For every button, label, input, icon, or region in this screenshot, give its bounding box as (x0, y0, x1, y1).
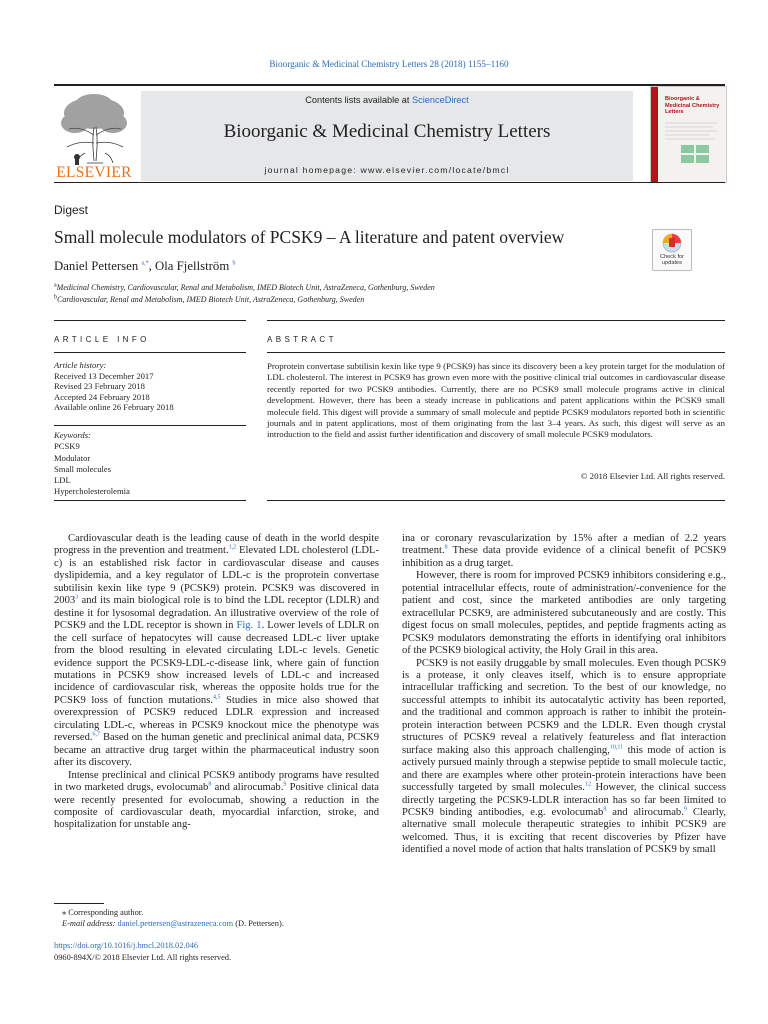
email-label: E-mail address: (62, 919, 118, 928)
body-text: Studies in mice also showed that overexpression of PCSK9 reduced LDLR expression and increased circulating LDL-c, whereas in PCSK9 knockout mice the phenotype was reversed. (54, 694, 379, 744)
body-paragraph (402, 658, 726, 857)
citation-reference[interactable]: 6,7 (92, 731, 101, 738)
article-info-heading: ARTICLE INFO (54, 335, 150, 344)
keyword: Small molecules (54, 463, 112, 474)
body-text: PCSK9 is not easily druggable by small molecules. Even though PCSK9 is a protease, it only cleaves itself, which is to ensure appropriate intracellular trafficking and secretion. To the best of our knowledge, no successful attempts to inhibit its autocatalytic activity has been reported, and the traditional and common approach is rather to inhibit the protein-protein interaction between PCSK9 and the LDLR. Even though crystal structures of PCSK9 reveal a relatively featureless and flat interaction surface making also this approach challenging, (402, 657, 726, 756)
citation-reference[interactable]: 9 (283, 781, 287, 788)
keyword: LDL (54, 475, 71, 486)
email-suffix: (D. Pettersen). (233, 919, 284, 928)
article-title: Small molecule modulators of PCSK9 – A literature and patent overview (54, 227, 565, 247)
figure-reference-link[interactable]: Fig. 1 (236, 620, 262, 632)
abstract-copyright: © 2018 Elsevier Ltd. All rights reserved. (580, 471, 725, 481)
body-text: and alirocumab. (211, 782, 284, 794)
journal-cover-thumbnail[interactable] (650, 86, 727, 183)
author-name[interactable]: Ola Fjellström (155, 259, 230, 273)
body-paragraph (54, 533, 379, 770)
email-footnote (54, 918, 384, 929)
abstract-mid-rule (267, 352, 725, 353)
header-bottom-rule (54, 182, 725, 183)
keywords-list (54, 430, 130, 498)
body-text: Cardiovascular death is the leading cause of death in the world despite progress in the prevention and treatment. (54, 533, 379, 557)
citation-reference[interactable]: 8 (208, 781, 212, 788)
cover-graphic (663, 119, 721, 177)
abstract-text: Proprotein convertase subtilisin kexin like type 9 (PCSK9) has since its discovery been a key protein target for the modulation of LDL cholesterol. The interest in PCSK9 has grown even more with the positive clinical trial outcomes in cardiovascular disease recently reported for two PCSK9 antibodies. Currently, there are no PCSK9 small molecule programs active in clinical development. However, there has been a steady increase in publications and patent applications within the PCSK9 small molecule field. This digest will provide a summary of small molecule and peptide PCSK9 modulators reported both in scientific journals and in patent applications, most of them originating from the last 3–4 years. As such, this digest will serve as an introduction to the field and assist further identification and discovery of small molecule PCSK9 modulators. (267, 361, 725, 440)
citation-reference[interactable]: 8 (444, 544, 448, 551)
affiliation-text: Medicinal Chemistry, Cardiovascular, Renal and Metabolism, IMED Biotech Unit, AstraZeneca, Gothenburg, Sweden (56, 283, 435, 292)
body-paragraph (402, 570, 726, 657)
body-text: . Lower levels of LDLR on the cell surface of hepatocytes will cause decreased LDL-c liver uptake from the blood resulting in elevated circulating LDL-c levels. Genetic evidence support the PCSK9-LDL-c-disease link, where gain of function mutations in PCSK9 show increased levels of LDL-c and increased incidence of cardiovascular risk, whereas the opposite holds true for the PCSK9 loss of function mutations. (54, 620, 380, 706)
citation-reference[interactable]: 8 (603, 806, 607, 813)
citation-reference[interactable]: 4,5 (212, 694, 221, 701)
body-text: Positive clinical data were recently presented for evolocumab, showing a reduction in the composite of cardiovascular death, myocardial infarction, stroke, and hospitalization for unstable ang- (54, 782, 379, 831)
body-text: Clearly, alternative small molecule therapeutic strategies to inhibit PCSK9 are welcomed. Thus, it is exciting that recent discoveries by Pfizer have identified a novel mode of action that halts translation of PCSK9 by small (402, 806, 726, 856)
author-affiliation-marks[interactable]: a,* (141, 260, 149, 267)
author-list (54, 259, 236, 274)
body-text: and alirocumab. (606, 806, 684, 818)
journal-title: Bioorganic & Medicinal Chemistry Letters (223, 121, 551, 142)
footnote-rule (54, 903, 104, 904)
body-text: Intense preclinical and clinical PCSK9 antibody programs have resulted in two marketed drugs, evolocumab (54, 769, 379, 794)
body-text: However, there is room for improved PCSK9 inhibitors considering e.g., potential intracellular effects, route of administration/-convenience for the patient and cost, since the marketed antibodies are only targeting extracellular PCSK9, are administered subcutaneously and are costly. This digest focus on small molecules, peptides, and peptide fragments acting as PCSK9 modulators demonstrating the efforts in identifying oral inhibitors of the PCSK9 biological activity, the Holy Grail in this area. (402, 570, 726, 657)
body-text: and its main biological role is to bind the LDL receptor (LDLR) and destine it for lysosomal degradation. An illustrative overview of the role of PCSK9 and the LDL receptor is shown in (54, 595, 379, 632)
affiliation-letter: b (54, 294, 57, 301)
citation-reference[interactable]: 3 (75, 594, 79, 601)
body-column-right (402, 533, 726, 857)
history-accepted: Accepted 24 February 2018 (54, 391, 150, 402)
affiliation-text: Cardiovascular, Renal and Metabolism, IMED Biotech Unit, AstraZeneca, Gothenburg, Sweden (57, 295, 365, 304)
keywords-label: Keywords: (54, 430, 91, 440)
body-paragraph (54, 770, 379, 832)
affiliation-b (54, 295, 364, 304)
keywords-rule (54, 425, 246, 426)
header-rule (54, 84, 725, 86)
keyword: Hypercholesterolemia (54, 486, 130, 497)
check-for-updates-badge[interactable] (652, 229, 692, 271)
article-type: Digest (54, 203, 89, 217)
history-label: Article history: (54, 360, 107, 370)
journal-homepage[interactable]: journal homepage: www.elsevier.com/locate/bmcl (264, 165, 510, 175)
footnotes (54, 907, 384, 929)
corresponding-author-note: ⁎ Corresponding author. (62, 908, 144, 917)
crossmark-label: Check for updates (660, 254, 684, 266)
citation-reference[interactable]: 10,11 (609, 744, 624, 751)
author-name[interactable]: Daniel Pettersen (54, 259, 139, 273)
article-history (54, 360, 174, 413)
issn-copyright-line: 0960-894X/© 2018 Elsevier Ltd. All rights reserved. (54, 952, 232, 962)
affiliation-a (54, 283, 435, 292)
abstract-top-rule (267, 320, 725, 321)
sciencedirect-link[interactable]: ScienceDirect (412, 95, 469, 105)
body-column-left (54, 533, 379, 832)
journal-citation-link[interactable]: Bioorganic & Medicinal Chemistry Letters 28 (2018) 1155–1160 (269, 59, 509, 69)
contents-available-line (141, 95, 633, 105)
body-paragraph (402, 533, 726, 570)
citation-reference[interactable]: 12 (584, 781, 591, 788)
citation-reference[interactable]: 9 (683, 806, 687, 813)
body-text: These data provide evidence of a clinical benefit of PCSK9 inhibition as a drug target. (402, 545, 726, 569)
article-info-bottom-rule (54, 500, 246, 501)
doi-block (54, 940, 384, 963)
keyword: Modulator (54, 452, 91, 463)
elsevier-wordmark: ELSEVIER (56, 164, 132, 181)
history-received: Received 13 December 2017 (54, 370, 154, 381)
body-text: Based on the human genetic and preclinical animal data, PCSK9 became an attractive drug target within the pharmaceutical industry soon after its discovery. (54, 732, 379, 769)
article-info-top-rule (54, 320, 246, 321)
cover-title: Bioorganic & Medicinal Chemistry Letters (665, 96, 720, 115)
doi-link[interactable]: https://doi.org/10.1016/j.bmcl.2018.02.046 (54, 941, 199, 950)
keyword: PCSK9 (54, 441, 80, 452)
abstract-bottom-rule (267, 500, 725, 501)
citation-reference[interactable]: 1,2 (228, 544, 237, 551)
history-revised: Revised 23 February 2018 (54, 381, 145, 392)
article-info-mid-rule (54, 352, 246, 353)
author-separator: , (148, 259, 155, 273)
body-text: this mode of action is actively pursued mainly through a stepwise peptide to small molecule tactic, and there are examples where other protein-protein interactions have been successfully targeted by small molecules. (402, 744, 726, 794)
history-online: Available online 26 February 2018 (54, 402, 174, 413)
affiliation-letter: a (54, 282, 57, 289)
body-text: However, the clinical success directly targeting the PCSK9-LDLR interaction has so far been limited to PCSK9 binding antibodies, e.g. evolocumab (402, 782, 726, 818)
crossmark-icon (662, 233, 682, 253)
cover-red-band (651, 87, 658, 182)
body-text: Elevated LDL cholesterol (LDL-c) is an established risk factor in cardiovascular disease and causes dyslipidemia, and a key regulator of LDL-c is the proprotein convertase subtilisin kexin like type 9 (PCSK9) protein. PCSK9 was discovered in 2003 (54, 545, 379, 607)
contents-prefix: Contents lists available at (305, 95, 413, 105)
email-link[interactable]: daniel.pettersen@astrazeneca.com (117, 919, 234, 928)
abstract-heading: ABSTRACT (267, 335, 337, 344)
author-affiliation-marks[interactable]: b (232, 260, 236, 267)
body-text: ina or coronary revascularization by 15% after a median of 2.2 years treatment. (402, 533, 726, 557)
